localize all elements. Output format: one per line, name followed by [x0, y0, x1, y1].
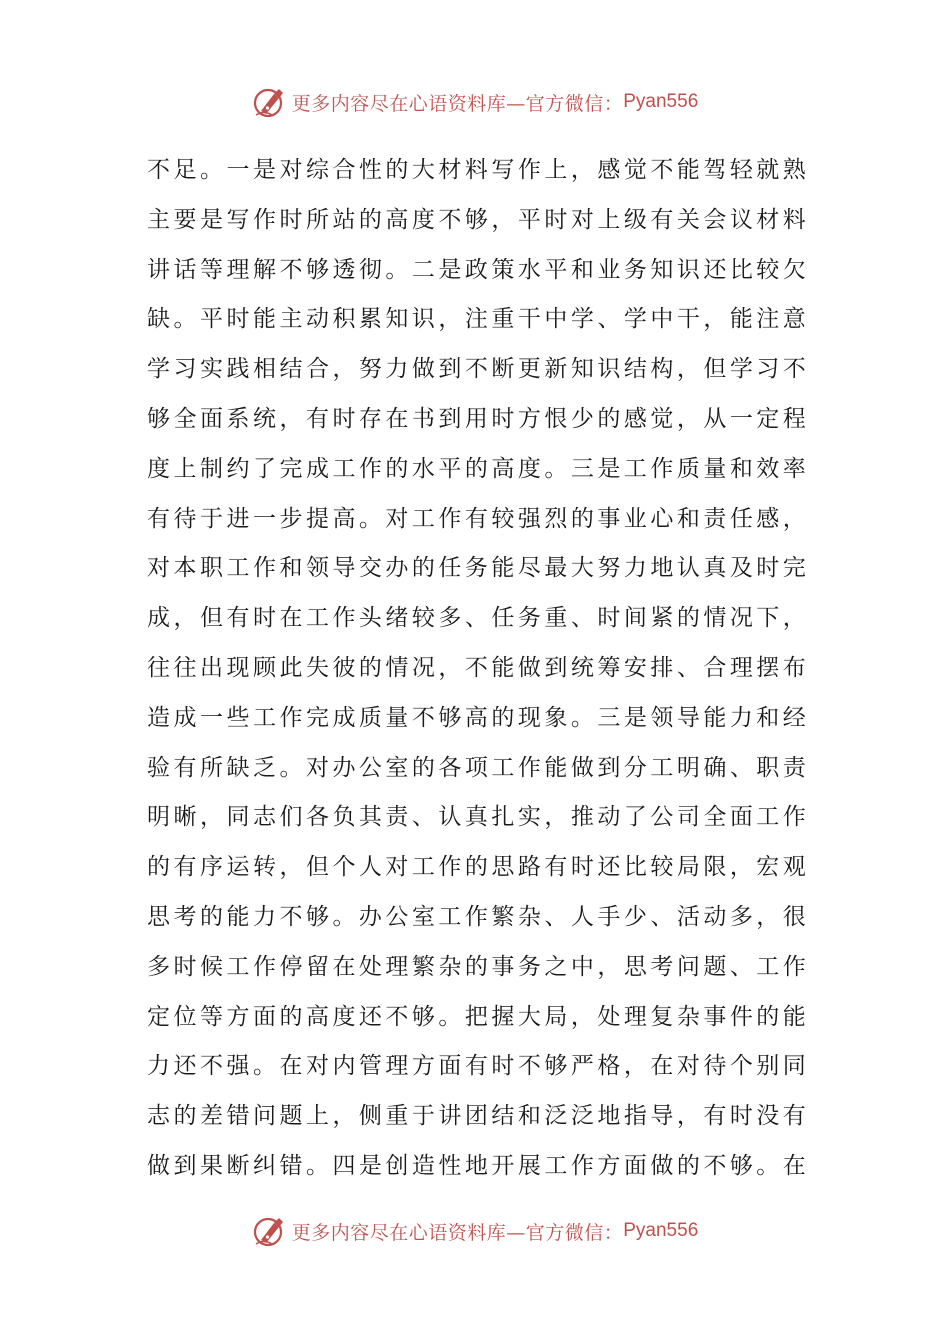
- body-text-line: 不足。一是对综合性的大材料写作上，感觉不能驾轻就熟: [147, 157, 807, 183]
- body-text-line: 对本职工作和领导交办的任务能尽最大努力地认真及时完: [147, 555, 807, 582]
- body-text-line: 够全面系统，有时存在书到用时方恨少的感觉，从一定程: [147, 405, 807, 432]
- body-text-line: 造成一些工作完成质量不够高的现象。三是领导能力和经: [147, 704, 807, 731]
- body-text-line: 缺。平时能主动积累知识，注重干中学、学中干，能注意: [147, 306, 807, 333]
- watermark-text: 更多内容尽在心语资料库—官方微信：: [291, 92, 624, 115]
- body-text-line: 讲话等理解不够透彻。二是政策水平和业务知识还比较欠: [147, 256, 807, 283]
- body-text-line: 做到果断纠错。四是创造性地开展工作方面做的不够。在: [147, 1152, 807, 1179]
- body-text-line: 往往出现顾此失彼的情况，不能做到统筹安排、合理摆布: [147, 654, 807, 681]
- document-body: [147, 146, 807, 1192]
- body-text-line: 的有序运转，但个人对工作的思路有时还比较局限，宏观: [147, 854, 807, 881]
- body-text-line: 思考的能力不够。办公室工作繁杂、人手少、活动多，很: [147, 903, 807, 930]
- watermark-wechat-id: Pyan556: [623, 91, 699, 112]
- pen-nib-logo-icon: [252, 1213, 288, 1249]
- body-text-line: 力还不强。在对内管理方面有时不够严格，在对待个别同: [147, 1053, 807, 1080]
- body-text-line: 定位等方面的高度还不够。把握大局，处理复杂事件的能: [147, 1003, 807, 1030]
- body-text-line: 验有所缺乏。对办公室的各项工作能做到分工明确、职责: [147, 754, 807, 781]
- body-text-line: 主要是写作时所站的高度不够，平时对上级有关会议材料: [147, 206, 807, 233]
- body-text-line: 度上制约了完成工作的水平的高度。三是工作质量和效率: [147, 455, 807, 482]
- watermark-text: 更多内容尽在心语资料库—官方微信：: [291, 1221, 624, 1244]
- footer-watermark-banner: [0, 1209, 950, 1253]
- body-text-line: 学习实践相结合，努力做到不断更新知识结构，但学习不: [147, 356, 807, 383]
- pen-nib-logo-icon: [252, 84, 288, 120]
- body-text-line: 成，但有时在工作头绪较多、任务重、时间紧的情况下，: [147, 605, 807, 632]
- body-text-line: 明晰，同志们各负其责、认真扎实，推动了公司全面工作: [147, 804, 807, 831]
- header-watermark-banner: [0, 80, 950, 124]
- watermark-wechat-id: Pyan556: [623, 1220, 699, 1241]
- body-text-line: 志的差错问题上，侧重于讲团结和泛泛地指导，有时没有: [147, 1103, 807, 1130]
- body-text-line: 有待于进一步提高。对工作有较强烈的事业心和责任感，: [147, 505, 807, 532]
- body-text-line: 多时候工作停留在处理繁杂的事务之中，思考问题、工作: [147, 953, 807, 980]
